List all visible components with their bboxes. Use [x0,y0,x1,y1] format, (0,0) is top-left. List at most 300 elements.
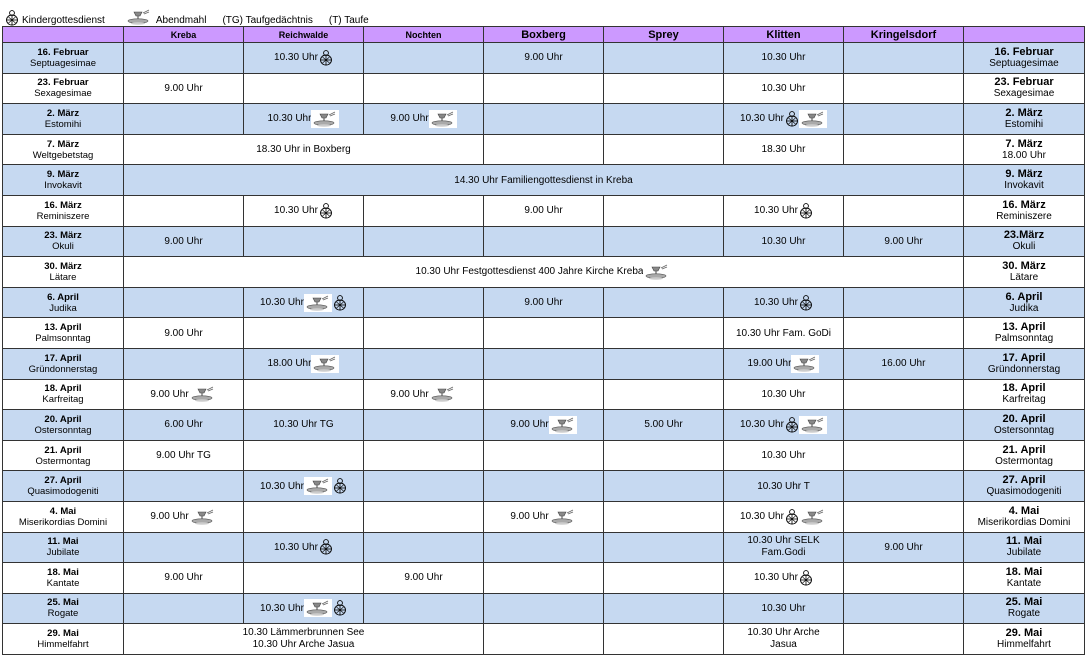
service-time: 10.30 Uhr Arche [747,627,820,639]
service-time: 10.30 Lämmerbrunnen See [242,627,365,639]
legend-kindergottesdienst [4,10,105,26]
kindergottesdienst-icon [799,570,813,586]
header-klitten: Klitten [724,27,844,43]
legend-abendmahl [125,8,207,26]
service-time-right: 18.00 Uhr [1002,149,1046,161]
service-cell [724,440,844,471]
service-time: 10.30 Uhr [274,205,318,217]
date-cell [3,593,124,624]
date-label-right: 23.März [1003,229,1045,242]
service-entry [740,110,827,128]
kindergottesdienst-icon [319,50,333,66]
date-cell [3,379,124,410]
date-label: 25. Mai [47,597,79,609]
service-entry [164,572,202,583]
date-cell-right [964,440,1085,471]
service-cell [604,379,724,410]
service-cell [604,348,724,379]
service-cell [124,226,244,257]
service-cell [124,501,244,532]
service-cell [244,348,364,379]
service-cell [484,624,604,655]
sunday-name: Septuagesimae [29,57,97,69]
service-cell [844,134,964,165]
kindergottesdienst-icon [5,10,19,26]
sunday-name: Reminiszere [36,210,90,222]
service-cell [844,532,964,563]
date-label: 6. April [47,291,79,303]
service-cell [364,501,484,532]
date-cell-right [964,318,1085,349]
service-cell [244,104,364,135]
service-time: 9.00 Uhr [164,572,203,584]
service-time: 10.30 Uhr [761,602,806,614]
service-cell [124,563,244,594]
service-cell [364,379,484,410]
abendmahl-icon [125,8,153,26]
abendmahl-icon [799,110,827,128]
service-entry [156,450,211,461]
date-label: 7. März [46,138,80,150]
sunday-name: Ostersonntag [34,424,92,436]
table-row [3,593,1085,624]
service-cell [844,624,964,655]
service-entry [644,419,682,430]
date-cell [3,410,124,441]
service-time: 10.30 Uhr [754,297,798,309]
service-time: 10.30 Uhr Festgottesdienst 400 Jahre Kirche Kreba [415,266,644,278]
service-cell [124,104,244,135]
table-row [3,195,1085,226]
service-cell [844,563,964,594]
sunday-name-right: Jubilate [1006,547,1042,559]
header-date-right [964,27,1085,43]
kindergottesdienst-icon [785,417,799,433]
abendmahl-icon [189,385,217,403]
service-cell [364,226,484,257]
service-time: 10.30 Uhr [761,450,806,462]
service-entry [416,263,672,281]
service-entry [260,294,347,312]
date-cell-right [964,195,1085,226]
date-cell-right [964,532,1085,563]
date-cell [3,440,124,471]
service-time: 6.00 Uhr [164,419,203,431]
table-row [3,501,1085,532]
service-cell [604,104,724,135]
date-label-right: 7. März [1005,137,1043,150]
table-row [3,440,1085,471]
service-cell [364,593,484,624]
abendmahl-icon [643,263,671,281]
service-cell [244,563,364,594]
date-cell-right [964,348,1085,379]
service-time: 9.00 Uhr [884,541,923,553]
service-cell [844,593,964,624]
service-cell [244,440,364,471]
service-time: 9.00 Uhr [884,235,923,247]
service-cell [124,440,244,471]
date-cell [3,471,124,502]
kindergottesdienst-icon [799,203,813,219]
header-kringelsdorf: Kringelsdorf [844,27,964,43]
service-entry [762,52,806,63]
date-cell [3,226,124,257]
date-label: 23. März [44,230,82,242]
service-cell [484,134,604,165]
sunday-name-right: Gründonnerstag [987,363,1061,375]
service-cell [124,532,244,563]
service-entry [274,50,333,66]
table-row [3,563,1085,594]
sunday-name: Quasimodogeniti [27,486,99,498]
service-cell [244,532,364,563]
service-cell [484,410,604,441]
service-cell [844,318,964,349]
service-time: 10.30 Uhr [754,572,798,584]
service-cell [124,348,244,379]
legend-taufgedaechtnis: (TG) Taufgedächtnis [222,15,313,26]
date-label-right: 20. April [1002,412,1046,425]
service-entry [762,603,806,614]
sunday-name-right: Ostersonntag [993,424,1055,436]
date-cell [3,134,124,165]
table-row [3,471,1085,502]
service-cell [724,348,844,379]
service-cell [124,195,244,226]
service-entry [736,328,831,339]
date-cell [3,73,124,104]
service-cell [604,318,724,349]
schedule-body [3,43,1085,655]
table-row [3,287,1085,318]
date-label: 20. April [44,413,82,425]
sunday-name: Okuli [52,241,74,253]
date-cell-right [964,73,1085,104]
sunday-name-right: Sexagesimae [993,88,1055,100]
service-cell [244,287,364,318]
service-time: 9.00 Uhr [524,297,563,309]
service-cell [844,226,964,257]
service-entry [524,205,562,216]
sunday-name: Karfreitag [42,394,84,406]
service-cell [124,318,244,349]
service-entry [268,110,340,128]
header-boxberg: Boxberg [484,27,604,43]
date-label: 11. Mai [47,536,79,548]
service-entry [390,110,456,128]
table-row [3,43,1085,74]
date-label: 21. April [44,444,82,456]
date-cell [3,532,124,563]
service-entry [510,416,576,434]
service-time-line2: Fam.Godi [761,547,806,559]
service-time: 9.00 Uhr [164,82,203,94]
kindergottesdienst-icon [799,295,813,311]
service-time: 10.30 Uhr [740,419,784,431]
service-cell [724,287,844,318]
service-entry [510,508,576,526]
service-cell [124,410,244,441]
service-cell [484,43,604,74]
legend-taufe: (T) Taufe [328,15,369,26]
sunday-name-right: Miserikordias Domini [977,516,1071,528]
service-cell [724,471,844,502]
service-time: 10.30 Uhr [740,511,784,523]
service-entry [150,508,216,526]
service-entry [256,144,351,155]
service-cell [244,379,364,410]
service-time: 5.00 Uhr [644,419,683,431]
service-entry [754,295,813,311]
date-label-right: 6. April [1005,290,1043,303]
service-cell [364,440,484,471]
service-cell [604,532,724,563]
service-cell [484,226,604,257]
date-label-right: 17. April [1002,351,1046,364]
date-cell-right [964,593,1085,624]
date-cell [3,563,124,594]
service-cell [724,104,844,135]
service-entry [524,297,562,308]
service-time: 9.00 Uhr [390,113,429,125]
table-row [3,532,1085,563]
sunday-name: Kantate [46,577,80,589]
service-time: 9.00 Uhr [150,388,189,400]
date-label: 4. Mai [49,505,77,517]
service-cell [124,73,244,104]
service-cell [484,287,604,318]
date-label: 2. März [46,107,80,119]
service-cell [844,104,964,135]
sunday-name: Jubilate [46,547,80,559]
service-cell [484,104,604,135]
service-time: 18.00 Uhr [267,358,312,370]
date-cell-right [964,410,1085,441]
service-time: 18.30 Uhr [761,144,806,156]
abendmahl-icon [304,294,332,312]
service-time: 10.30 Uhr [274,52,318,64]
service-cell [124,165,964,196]
date-label: 18. April [44,383,82,395]
service-entry [740,416,827,434]
service-time: 18.30 Uhr in Boxberg [256,144,351,156]
abendmahl-icon [799,508,827,526]
table-row [3,73,1085,104]
date-cell [3,257,124,288]
kindergottesdienst-icon [319,539,333,555]
date-label: 9. März [46,169,80,181]
service-cell [244,410,364,441]
service-time: 10.30 Uhr [761,82,806,94]
table-row [3,165,1085,196]
legend-kindergottesdienst-label: Kindergottesdienst [22,15,105,26]
date-label-right: 2. März [1005,106,1043,119]
abendmahl-icon [311,355,339,373]
service-cell [364,43,484,74]
date-label: 23. Februar [37,77,89,89]
sunday-name-right: Reminiszere [996,210,1052,222]
service-entry [390,385,456,403]
service-entry [454,175,632,186]
service-time: 9.00 Uhr [164,327,203,339]
kindergottesdienst-icon [319,203,333,219]
abendmahl-icon [549,508,577,526]
service-time: 10.30 Uhr [740,113,784,125]
sunday-name-right: Estomihi [1004,118,1044,130]
service-cell [724,318,844,349]
sunday-name-right: Himmelfahrt [997,639,1051,651]
service-cell [244,195,364,226]
service-time: 10.30 Uhr [761,388,806,400]
date-label-right: 25. Mai [1005,596,1043,609]
service-cell [364,471,484,502]
service-entry [762,450,806,461]
service-time: 19.00 Uhr [747,358,792,370]
service-entry [273,419,333,430]
service-entry [260,599,347,617]
service-cell [484,440,604,471]
service-entry [762,144,806,155]
date-label: 16. Februar [37,46,89,58]
service-entry [762,389,806,400]
service-entry [268,355,340,373]
sunday-name: Miserikordias Domini [18,516,108,528]
date-cell-right [964,379,1085,410]
service-entry [164,419,202,430]
kindergottesdienst-icon [785,509,799,525]
service-entry [748,355,820,373]
service-cell [484,501,604,532]
kindergottesdienst-icon [333,478,347,494]
date-label-right: 27. April [1002,474,1046,487]
service-cell [484,593,604,624]
table-row [3,226,1085,257]
date-label: 17. April [44,352,82,364]
service-entry [274,539,333,555]
date-label-right: 29. Mai [1005,627,1043,640]
sunday-name: Sexagesimae [34,88,92,100]
service-cell [724,134,844,165]
service-cell [604,226,724,257]
date-label: 30. März [44,260,82,272]
sunday-name: Himmelfahrt [37,639,89,651]
date-label-right: 18. April [1002,382,1046,395]
service-cell [844,440,964,471]
date-label: 18. Mai [47,566,79,578]
service-cell [724,410,844,441]
sunday-name-right: Okuli [1012,241,1036,253]
service-cell [724,501,844,532]
service-cell [364,410,484,441]
service-cell [124,379,244,410]
sunday-name-right: Quasimodogeniti [986,486,1062,498]
service-time: 9.00 Uhr [404,572,443,584]
table-row [3,379,1085,410]
date-cell-right [964,471,1085,502]
service-cell [364,532,484,563]
sunday-name: Rogate [47,608,79,620]
service-time: 9.00 Uhr [510,419,549,431]
service-entry [762,83,806,94]
sunday-name-right: Judika [1009,302,1039,314]
service-cell [484,195,604,226]
table-row [3,318,1085,349]
service-cell [124,43,244,74]
service-cell [364,73,484,104]
service-time: 10.30 Uhr Fam. GoDi [735,327,832,339]
service-cell [844,410,964,441]
service-cell [724,593,844,624]
service-time: 9.00 Uhr [150,511,189,523]
service-cell [604,563,724,594]
service-cell [724,43,844,74]
service-entry [884,542,922,553]
service-time: 14.30 Uhr Familiengottesdienst in Kreba [454,174,633,186]
sunday-name-right: Invokavit [1004,180,1044,192]
service-cell [484,73,604,104]
service-cell [604,195,724,226]
service-entry [754,203,813,219]
sunday-name: Ostermontag [35,455,91,467]
service-entry [757,481,810,492]
service-time-line2: Jasua [770,639,797,651]
date-cell [3,348,124,379]
service-time: 10.30 Uhr [761,235,806,247]
date-label: 29. Mai [47,628,79,640]
sunday-name-right: Palmsonntag [994,333,1054,345]
date-cell-right [964,624,1085,655]
header-date [3,27,124,43]
service-cell [604,624,724,655]
service-entry [524,52,562,63]
service-cell [484,471,604,502]
date-cell-right [964,165,1085,196]
service-entry [740,508,827,526]
service-time: 10.30 Uhr SELK [747,535,820,547]
service-cell [124,471,244,502]
service-entry [754,570,813,586]
header-row [3,27,1085,43]
date-cell [3,501,124,532]
abendmahl-icon [304,477,332,495]
service-time: 10.30 Uhr [267,113,312,125]
date-cell-right [964,104,1085,135]
date-cell-right [964,226,1085,257]
service-time: 10.30 Uhr [274,541,318,553]
sunday-name-right: Lätare [1009,271,1039,283]
sunday-name-right: Kantate [1006,577,1042,589]
service-cell [484,532,604,563]
sunday-name: Gründonnerstag [28,363,98,375]
service-cell [844,348,964,379]
date-cell [3,287,124,318]
service-cell [244,43,364,74]
sunday-name: Weltgebetstag [32,149,94,161]
sunday-name-right: Karfreitag [1002,394,1046,406]
date-cell [3,195,124,226]
kindergottesdienst-icon [333,295,347,311]
service-entry [164,83,202,94]
abendmahl-icon [429,385,457,403]
sunday-name: Judika [49,302,77,314]
legend-abendmahl-label: Abendmahl [155,15,207,26]
service-cell [364,195,484,226]
date-label: 27. April [44,475,82,487]
service-cell [244,471,364,502]
service-cell [604,287,724,318]
service-cell [604,43,724,74]
